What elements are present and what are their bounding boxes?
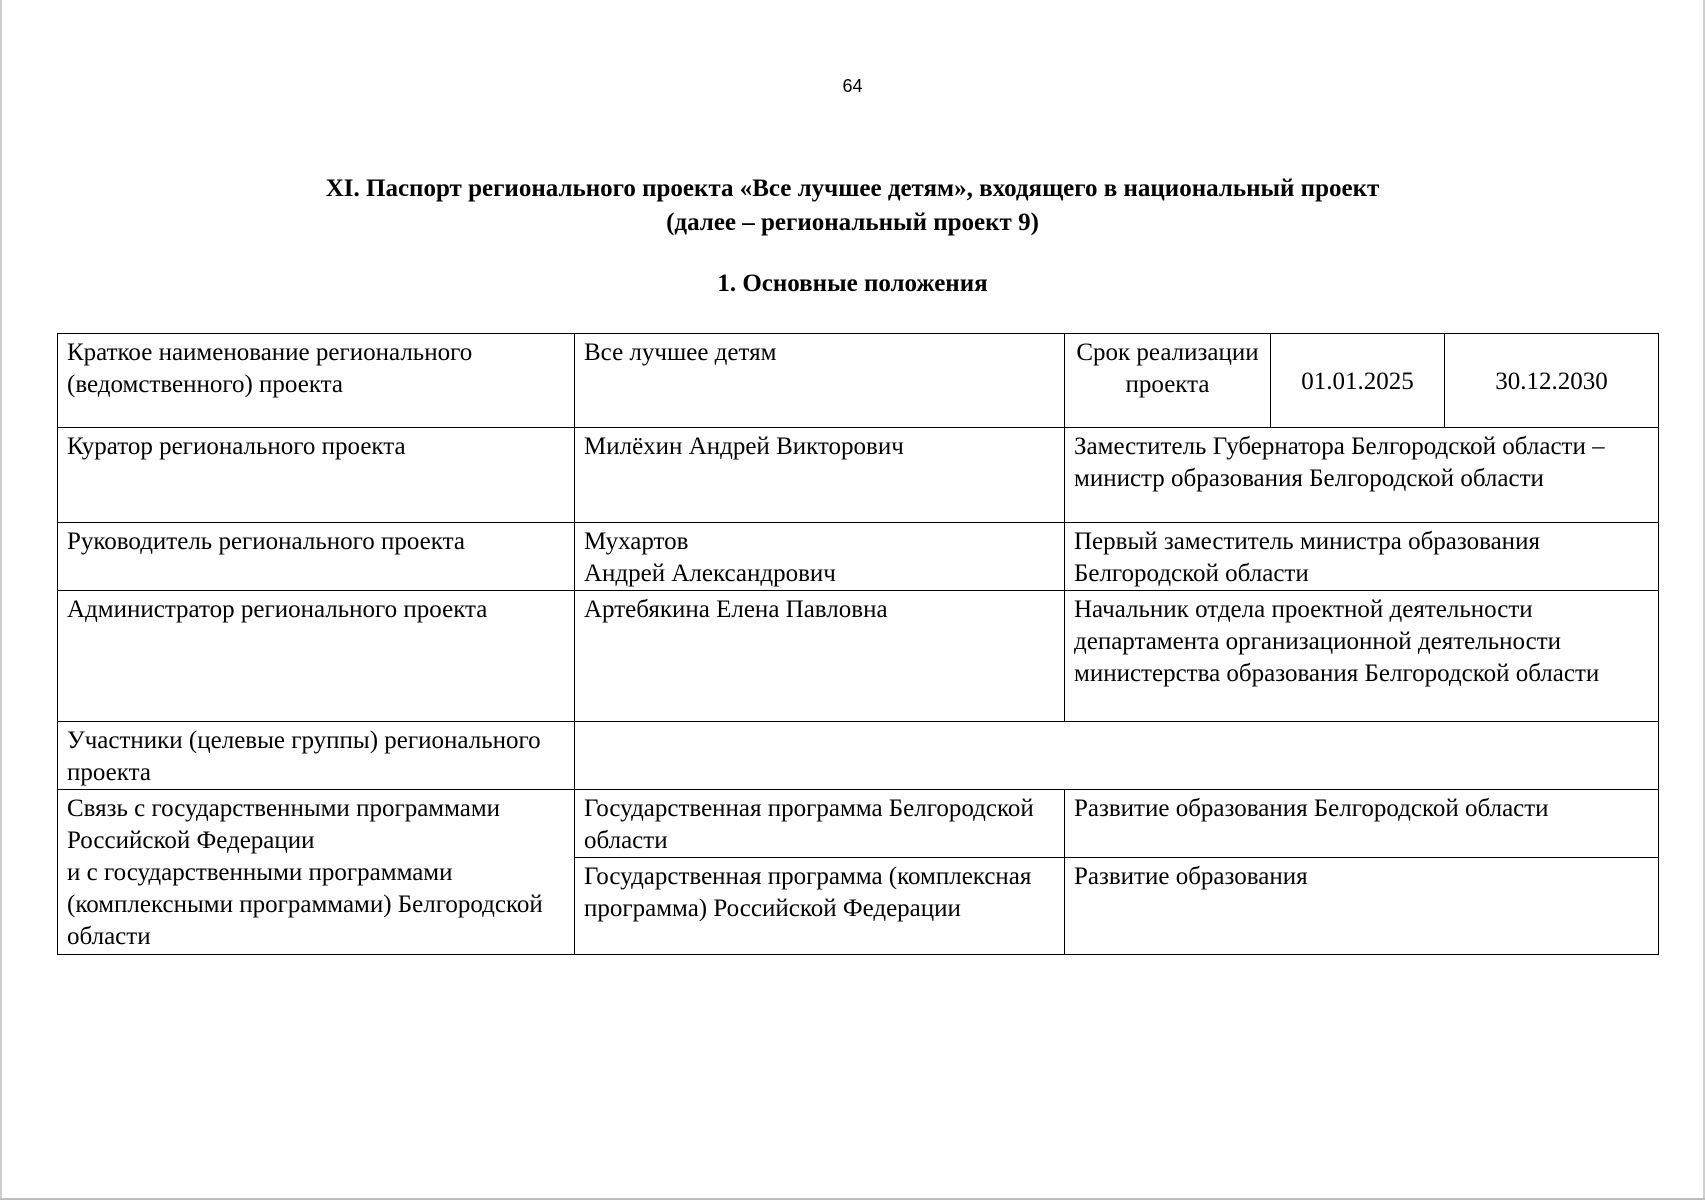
programs-link-label-line-1: Связь с государственными программами Российской Федерации — [67, 795, 501, 854]
head-position: Первый заместитель министра образования Белгородской области — [1065, 523, 1659, 591]
program-2-name: Развитие образования — [1065, 858, 1659, 955]
document-heading — [0, 172, 1705, 240]
table-row — [58, 790, 1659, 858]
head-name-line-2: Андрей Александрович — [584, 560, 836, 587]
section-title: 1. Основные положения — [717, 270, 988, 297]
table-row — [58, 428, 1659, 523]
head-label: Руководитель регионального проекта — [58, 523, 575, 591]
heading-line-1: XI. Паспорт регионального проекта «Все лучшее детям», входящего в национальный проект — [325, 175, 1380, 202]
program-1-name: Развитие образования Белгородской области — [1065, 790, 1659, 858]
program-1-type: Государственная программа Белгородской области — [575, 790, 1065, 858]
project-passport-table — [57, 333, 1659, 955]
term-label: Срок реализации проекта — [1065, 334, 1271, 428]
page-number: 64 — [842, 76, 863, 96]
end-date: 30.12.2030 — [1445, 334, 1659, 428]
curator-label: Куратор регионального проекта — [58, 428, 575, 523]
administrator-position: Начальник отдела проектной деятельности департамента организационной деятельности министерства образования Белгородской области — [1065, 591, 1659, 722]
curator-position: Заместитель Губернатора Белгородской области – министр образования Белгородской области — [1065, 428, 1659, 523]
heading-line-2: (далее – региональный проект 9) — [666, 209, 1039, 236]
programs-link-label — [58, 790, 575, 955]
short-name-value: Все лучшее детям — [575, 334, 1065, 428]
participants-label: Участники (целевые группы) регионального проекта — [58, 722, 575, 790]
programs-link-label-line-2: и с государственными программами (комплексными программами) Белгородской области — [67, 859, 543, 950]
table-row — [58, 722, 1659, 790]
curator-name: Милёхин Андрей Викторович — [575, 428, 1065, 523]
administrator-name: Артебякина Елена Павловна — [575, 591, 1065, 722]
table-row — [58, 334, 1659, 428]
program-2-type: Государственная программа (комплексная программа) Российской Федерации — [575, 858, 1065, 955]
short-name-label: Краткое наименование регионального (ведомственного) проекта — [58, 334, 575, 428]
head-name — [575, 523, 1065, 591]
table-row — [58, 523, 1659, 591]
start-date: 01.01.2025 — [1271, 334, 1445, 428]
participants-value — [575, 722, 1659, 790]
table-row — [58, 591, 1659, 722]
administrator-label: Администратор регионального проекта — [58, 591, 575, 722]
head-name-line-1: Мухартов — [584, 528, 689, 555]
